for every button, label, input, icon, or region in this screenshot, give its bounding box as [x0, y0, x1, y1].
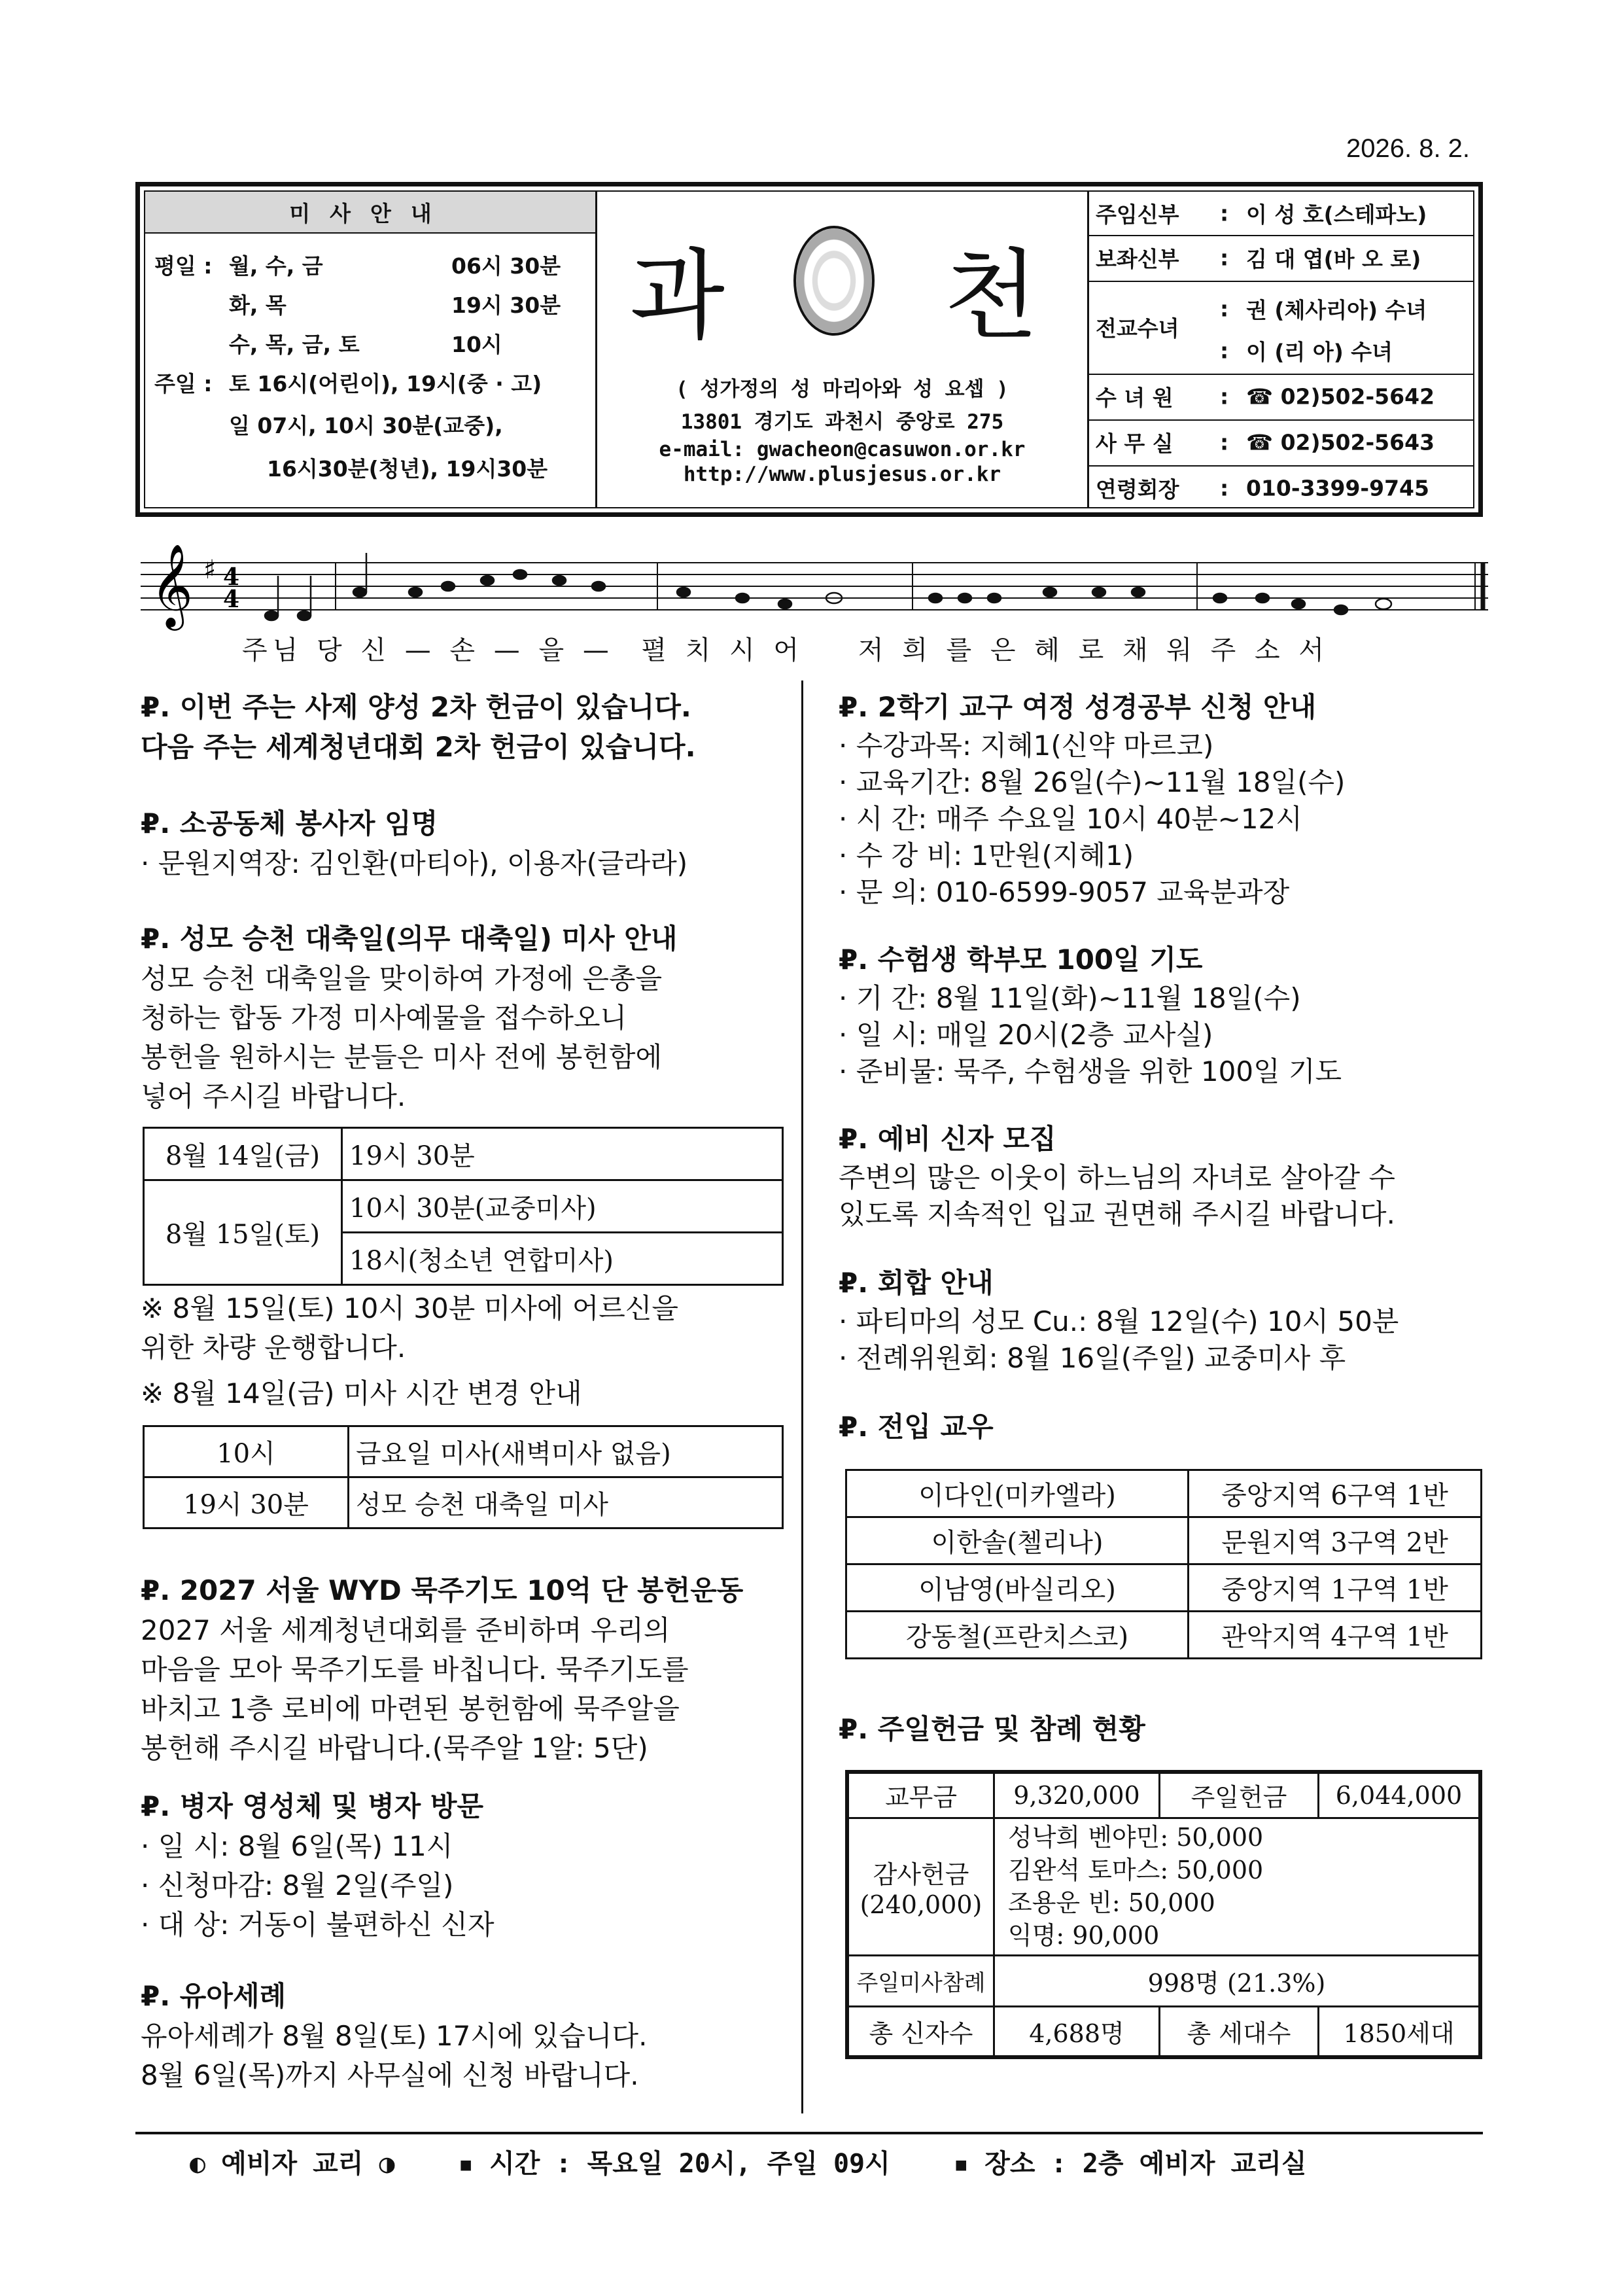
mass-time: 10시 [451, 332, 502, 357]
notice-title: ₽. 예비 신자 모집 [839, 1123, 1056, 1155]
notice-text: 다음 주는 세계청년대회 2차 헌금이 있습니다. [141, 731, 696, 763]
mass-schedule-title: 미사안내 [145, 192, 595, 234]
music-staff [141, 537, 1488, 641]
notice-catechumen [839, 1119, 1395, 1233]
table-cell [994, 1818, 1481, 1955]
table-cell: 4,688명 [994, 2006, 1160, 2057]
mass-label: 주일 : [154, 371, 213, 397]
notice-item: · 대 상: 거동이 불편하신 신자 [141, 1905, 495, 1945]
notice-new-members [839, 1407, 994, 1447]
notice-infant-baptism [141, 1976, 647, 2095]
offering-table [845, 1770, 1482, 2059]
table-cell: 강동철(프란치스코) [846, 1612, 1189, 1659]
gamsa-item: 익명: 90,000 [1008, 1921, 1160, 1950]
table-cell: 문원지역 3구역 2반 [1189, 1517, 1482, 1564]
clergy-role: 전교수녀 [1096, 315, 1179, 342]
notice-item: · 일 시: 8월 6일(목) 11시 [141, 1827, 495, 1866]
clergy-phone: ☎ 02)502-5642 [1246, 383, 1435, 410]
table-cell: 주일헌금 [1160, 1772, 1319, 1818]
table-cell [847, 1818, 994, 1955]
notice-title: ₽. 전입 교우 [839, 1411, 994, 1443]
mass-days: 수, 목, 금, 토 [229, 332, 360, 357]
table-cell: 18시(청소년 연합미사) [342, 1233, 783, 1285]
notice-item: · 수강과목: 지혜1(신약 마르코) [839, 728, 1345, 764]
notice-item: · 준비물: 묵주, 수험생을 위한 100일 기도 [839, 1053, 1342, 1090]
notice-text: 위한 차량 운행합니다. [141, 1332, 406, 1364]
table-cell: 중앙지역 1구역 1반 [1189, 1564, 1482, 1612]
table-cell: 6,044,000 [1319, 1772, 1481, 1818]
notice-item: · 교육기간: 8월 26일(수)~11월 18일(수) [839, 764, 1345, 801]
table-cell: 10시 30분(교중미사) [342, 1180, 783, 1233]
notice-second-collection [141, 687, 696, 767]
gamsa-item: 조용운 빈: 50,000 [1008, 1888, 1215, 1917]
gamsa-label: 감사헌금 [873, 1860, 969, 1889]
clergy-role: 연령회장 [1096, 476, 1179, 503]
notice-community-appointment [141, 804, 687, 883]
gamsa-total: (240,000) [860, 1890, 982, 1919]
svg-text:♯: ♯ [203, 555, 217, 585]
table-cell: 교무금 [847, 1772, 994, 1818]
mass-change-table [143, 1425, 784, 1529]
notice-text: 유아세례가 8월 8일(토) 17시에 있습니다. [141, 2020, 648, 2052]
parish-address: 13801 경기도 과천시 중앙로 275 [680, 410, 1004, 434]
clergy-name: 김 대 엽(바 오 로) [1246, 246, 1421, 272]
notice-title: ₽. 소공동체 봉사자 임명 [141, 807, 438, 839]
clergy-row: 보좌신부 : 김 대 엽(바 오 로) [1089, 235, 1473, 282]
clergy-phone: 010-3399-9745 [1246, 475, 1429, 501]
notice-title: ₽. 병자 영성체 및 병자 방문 [141, 1790, 484, 1822]
title-left: 과 [630, 239, 725, 353]
notice-text: 봉헌해 주시길 바랍니다.(묵주알 1알: 5단) [141, 1732, 648, 1764]
notice-title: ₽. 성모 승천 대축일(의무 대축일) 미사 안내 [141, 923, 678, 955]
notice-title: ₽. 2학기 교구 여정 성경공부 신청 안내 [839, 691, 1317, 723]
gamsa-item: 성낙희 벤야민: 50,000 [1008, 1823, 1264, 1852]
clergy-role: 보좌신부 [1096, 246, 1179, 272]
table-cell: 1850세대 [1319, 2006, 1481, 2057]
table-cell: 성모 승천 대축일 미사 [349, 1477, 783, 1528]
notice-bible-study [839, 687, 1345, 911]
notice-text: 봉헌을 원하시는 분들은 미사 전에 봉헌함에 [141, 1041, 663, 1073]
notice-text: 2027 서울 세계청년대회를 준비하며 우리의 [141, 1614, 670, 1646]
table-cell: 10시 [144, 1426, 349, 1477]
notice-text: 마음을 모아 묵주기도를 바칩니다. 묵주기도를 [141, 1653, 689, 1686]
parish-title-block [597, 192, 1087, 507]
parish-web: http://www.plusjesus.or.kr [683, 463, 1001, 486]
notice-text: 있도록 지속적인 입교 권면해 주시길 바랍니다. [839, 1198, 1395, 1230]
hymn-lyrics: 주님 당 신 — 손 — 을 — 펼 치 시 어 저 희 를 은 혜 로 채 워 주 소 서 [242, 635, 1330, 665]
footer-divider [135, 2132, 1483, 2134]
clergy-phone: ☎ 02)502-5643 [1246, 429, 1435, 455]
notice-item: · 문원지역장: 김인환(마티아), 이용자(글라라) [141, 844, 687, 883]
clergy-role: 사 무 실 [1096, 431, 1174, 457]
notice-title: ₽. 유아세례 [141, 1980, 287, 2012]
table-cell: 8월 14일(금) [144, 1128, 342, 1180]
notice-title: ₽. 이번 주는 사제 양성 2차 헌금이 있습니다. [141, 691, 691, 723]
notice-sick-communion [141, 1786, 495, 1945]
clergy-role: 주임신부 [1096, 202, 1179, 228]
table-cell: 이남영(바실리오) [846, 1564, 1189, 1612]
notice-text: 성모 승천 대축일을 맞이하여 가정에 은총을 [141, 963, 663, 995]
parish-subtitle: ( 성가정의 성 마리아와 성 요셉 ) [676, 378, 1009, 401]
parish-email: e-mail: gwacheon@casuwon.or.kr [659, 438, 1026, 461]
notice-title: ₽. 주일헌금 및 참례 현황 [839, 1713, 1145, 1745]
table-cell: 관악지역 4구역 1반 [1189, 1612, 1482, 1659]
bulletin-date: 2026. 8. 2. [1346, 134, 1470, 163]
table-cell: 9,320,000 [994, 1772, 1160, 1818]
notice-text: 8월 6일(목)까지 사무실에 신청 바랍니다. [141, 2059, 639, 2091]
table-cell: 19시 30분 [342, 1128, 783, 1180]
svg-text:4: 4 [223, 586, 240, 613]
parish-emblem-icon [793, 226, 875, 336]
clergy-name: 권 (체사리아) 수녀 [1246, 297, 1427, 323]
notice-wyd-rosary [141, 1570, 743, 1768]
table-cell: 주일미사참례 [847, 1955, 994, 2006]
notice-title: ₽. 2027 서울 WYD 묵주기도 10억 단 봉헌운동 [141, 1574, 744, 1606]
table-cell: 998명 (21.3%) [994, 1955, 1481, 2006]
header-box [135, 182, 1483, 517]
notice-vehicle [141, 1289, 678, 1413]
new-members-table [845, 1469, 1482, 1659]
notice-item: · 문 의: 010-6599-9057 교육분과장 [839, 874, 1345, 911]
table-cell: 19시 30분 [144, 1477, 349, 1528]
mass-days: 16시30분(청년), 19시30분 [267, 456, 548, 482]
svg-text:4: 4 [223, 563, 240, 591]
clergy-name: 이 성 호(스테파노) [1246, 202, 1427, 228]
notice-item: · 일 시: 매일 20시(2층 교사실) [839, 1017, 1342, 1053]
gamsa-item: 김완석 토마스: 50,000 [1008, 1856, 1264, 1884]
mass-time: 19시 30분 [451, 292, 561, 318]
notice-title: ₽. 회합 안내 [839, 1267, 994, 1299]
notice-text: ※ 8월 15일(토) 10시 30분 미사에 어르신을 [141, 1292, 678, 1324]
mass-days: 일 07시, 10시 30분(교중), [229, 413, 503, 438]
notice-text: 바치고 1층 로비에 마련된 봉헌함에 묵주알을 [141, 1693, 680, 1725]
notice-title: ₽. 수험생 학부모 100일 기도 [839, 944, 1203, 976]
mass-days: 월, 수, 금 [229, 253, 323, 279]
table-cell: 이한솔(첼리나) [846, 1517, 1189, 1564]
notice-item: · 신청마감: 8월 2일(주일) [141, 1866, 495, 1905]
clergy-role: 수 녀 원 [1096, 385, 1174, 411]
table-cell: 총 세대수 [1160, 2006, 1319, 2057]
mass-time: 06시 30분 [451, 253, 561, 279]
table-cell: 총 신자수 [847, 2006, 994, 2057]
title-right: 천 [944, 239, 1039, 353]
notice-item: · 기 간: 8월 11일(화)~11월 18일(수) [839, 980, 1342, 1017]
mass-label: 평일 : [154, 253, 213, 279]
footer-catechism-info: ◐ 예비자 교리 ◑ ▪ 시간 : 목요일 20시, 주일 09시 ▪ 장소 : 2층 예비자 교리실 [190, 2149, 1307, 2179]
notice-text: 주변의 많은 이웃이 하느님의 자녀로 살아갈 수 [839, 1161, 1395, 1193]
notice-item: · 시 간: 매주 수요일 10시 40분~12시 [839, 801, 1345, 838]
table-cell: 이다인(미카엘라) [846, 1470, 1189, 1517]
table-cell: 중앙지역 6구역 1반 [1189, 1470, 1482, 1517]
mass-days: 화, 목 [229, 292, 287, 318]
notice-text: 청하는 합동 가정 미사예물을 접수하오니 [141, 1002, 627, 1034]
table-cell: 금요일 미사(새벽미사 없음) [349, 1426, 783, 1477]
notice-subtitle: ※ 8월 14일(금) 미사 시간 변경 안내 [141, 1377, 582, 1409]
table-cell: 8월 15일(토) [144, 1180, 342, 1285]
clergy-list [1087, 192, 1473, 507]
mass-schedule [145, 192, 597, 507]
clergy-name: 이 (리 아) 수녀 [1246, 339, 1393, 364]
notice-item: · 파티마의 성모 Cu.: 8월 12일(수) 10시 50분 [839, 1303, 1399, 1340]
clergy-row: 사 무 실 : ☎ 02)502-5643 [1089, 419, 1473, 467]
clergy-row: 전교수녀 : 권 (체사리아) 수녀 : 이 (리 아) 수녀 [1089, 281, 1473, 375]
notice-item: · 수 강 비: 1만원(지혜1) [839, 838, 1345, 874]
clergy-row: 연령회장 : 010-3399-9745 [1089, 465, 1473, 511]
notice-text: 넣어 주시길 바랍니다. [141, 1080, 406, 1112]
mass-days: 토 16시(어린이), 19시(중 · 고) [229, 371, 542, 397]
notice-assumption-mass [141, 919, 677, 1116]
clergy-row: 주임신부 : 이 성 호(스테파노) [1089, 192, 1473, 236]
notice-offering-status [839, 1709, 1145, 1750]
column-divider [801, 680, 803, 2113]
notice-meetings [839, 1263, 1399, 1377]
notice-item: · 전례위원회: 8월 16일(주일) 교중미사 후 [839, 1340, 1399, 1377]
treble-clef-icon: 𝄞 [150, 543, 194, 627]
assumption-mass-table [143, 1127, 784, 1286]
clergy-row: 수 녀 원 : ☎ 02)502-5642 [1089, 374, 1473, 421]
notice-exam-prayer [839, 940, 1342, 1090]
